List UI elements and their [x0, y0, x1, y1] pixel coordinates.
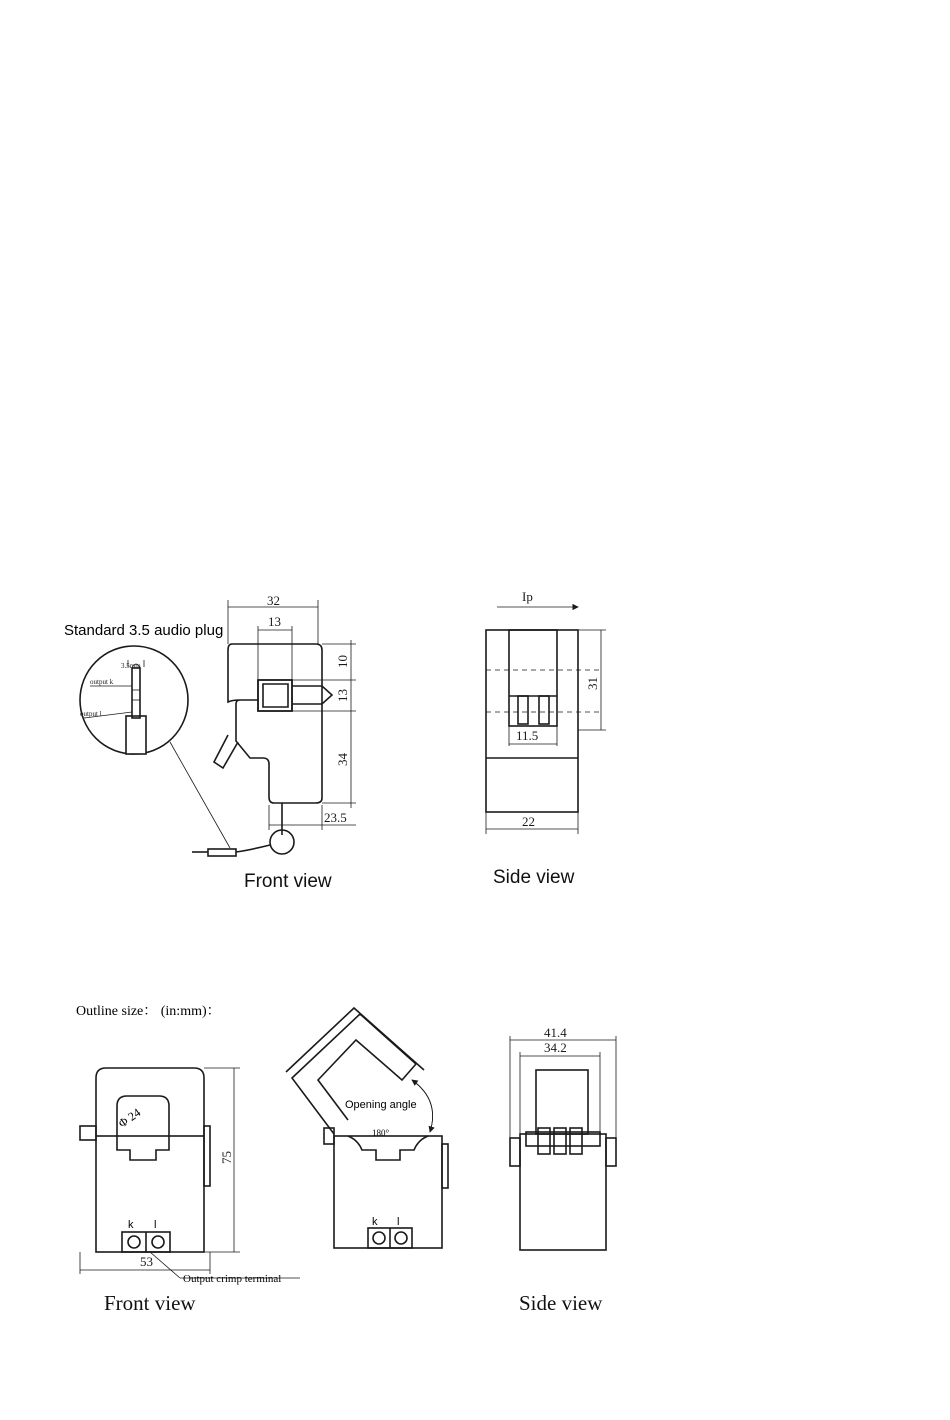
dim-34-2: 34.2 [544, 1040, 567, 1055]
dim-75: 75 [219, 1151, 234, 1164]
bottom-front-caption: Front view [104, 1291, 196, 1315]
dim-32: 32 [267, 593, 280, 608]
open-k: k [372, 1216, 378, 1228]
dim-41-4: 41.4 [544, 1025, 567, 1040]
bottom-side-caption: Side view [519, 1291, 603, 1315]
ct-open-view [286, 1008, 448, 1248]
front-l: l [154, 1219, 157, 1231]
plug-detail-circle [80, 646, 230, 848]
top-front-caption: Front view [244, 871, 332, 892]
ct-side-view-bottom [510, 1025, 616, 1250]
dim-22: 22 [522, 814, 535, 829]
dim-13-top: 13 [268, 614, 281, 629]
dim-23-5: 23.5 [324, 810, 347, 825]
dim-31: 31 [585, 677, 600, 690]
ip-label: Ip [522, 589, 533, 604]
open-l: l [397, 1216, 400, 1228]
opening-angle-label: Opening angle [345, 1099, 417, 1111]
dim-13-right: 13 [335, 689, 350, 702]
opening-angle-value: 180° [372, 1128, 390, 1138]
ct-side-view-top [486, 589, 606, 834]
phi-24: Φ 24 [115, 1105, 144, 1131]
front-k: k [128, 1219, 134, 1231]
dim-10: 10 [335, 655, 350, 668]
plug-output-k: output k [90, 678, 114, 686]
dim-34: 34 [335, 753, 350, 766]
ct-front-view-top [192, 644, 332, 856]
dim-53: 53 [140, 1254, 153, 1269]
plug-output-l: output l [80, 710, 102, 718]
plug-dim-label: 3.5mm [121, 662, 141, 670]
outline-size-label: Outline size： (in:mm)： [76, 1004, 221, 1019]
top-side-caption: Side view [493, 867, 575, 888]
plug-title: Standard 3.5 audio plug [64, 622, 224, 639]
output-crimp-terminal: Output crimp terminal [183, 1273, 282, 1285]
ct-front-view-bottom [80, 1068, 210, 1252]
dim-11-5: 11.5 [516, 728, 539, 743]
